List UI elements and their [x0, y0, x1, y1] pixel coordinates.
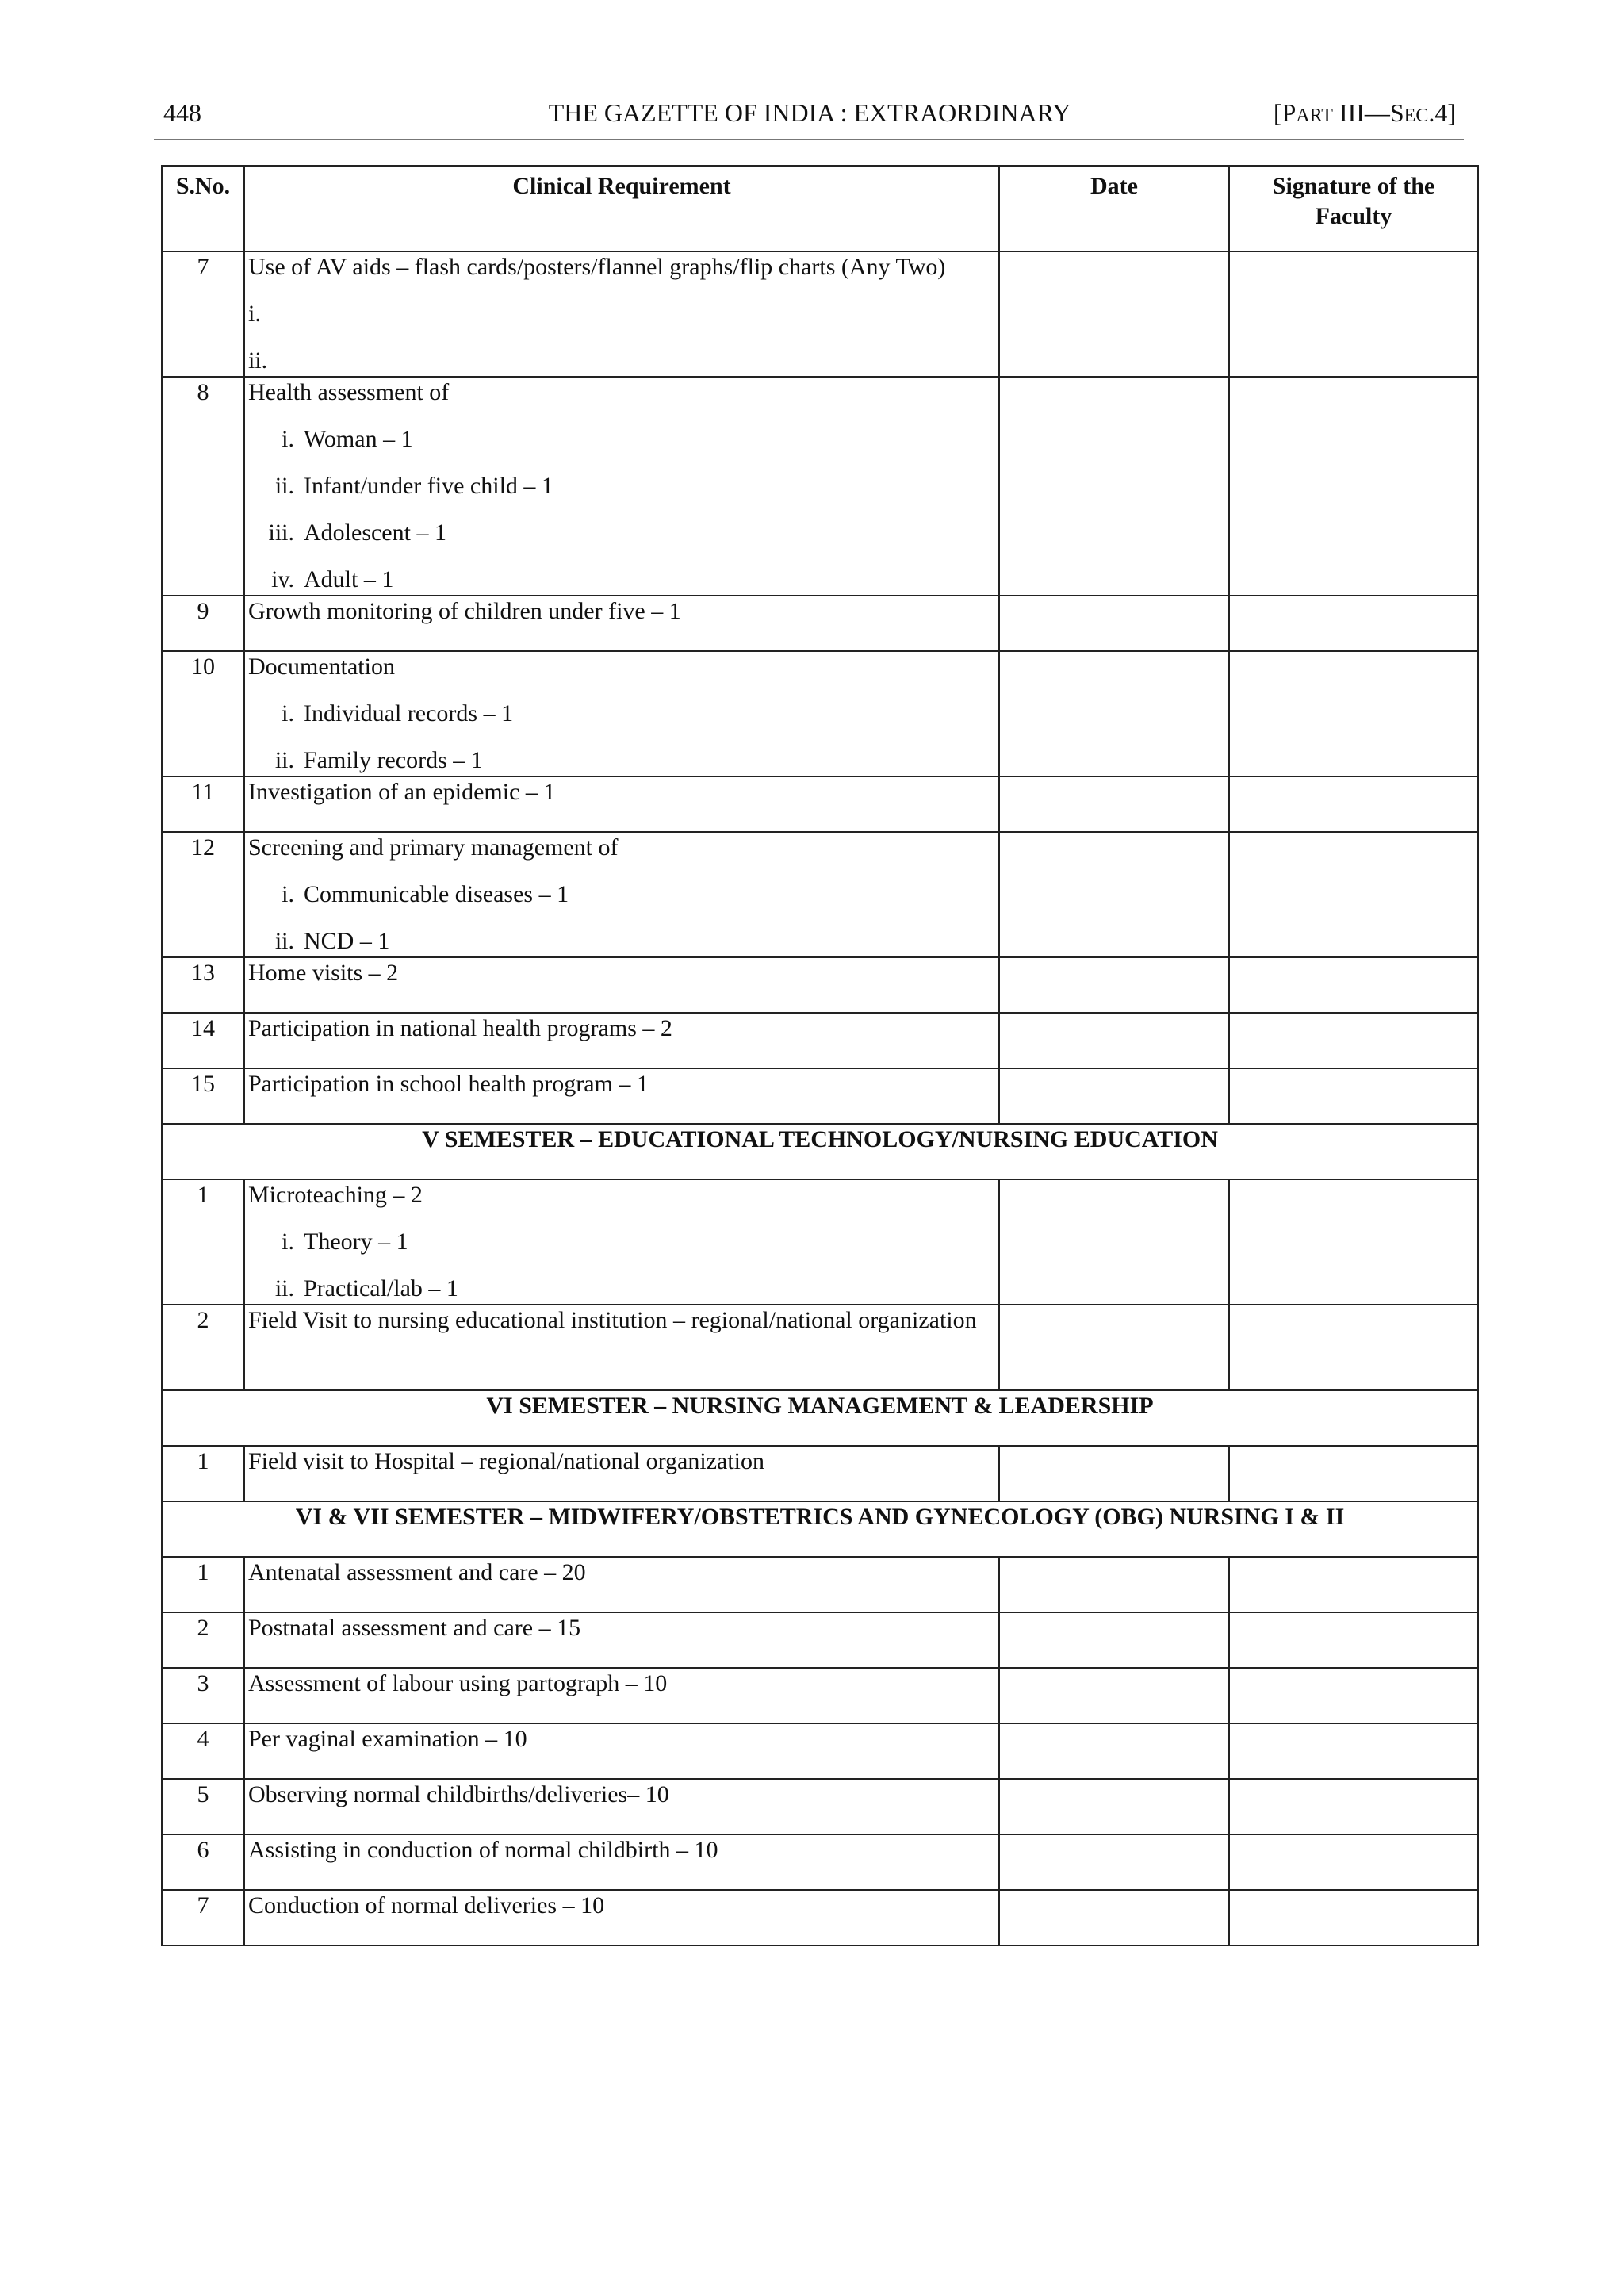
requirement-cell: [244, 651, 999, 776]
sub-item-number: ii.: [274, 1275, 294, 1301]
blank-entry-label: i.: [248, 301, 261, 327]
sub-item: [248, 699, 995, 729]
date-cell[interactable]: [999, 1557, 1229, 1612]
part-section-label: [PART III—SEC.4]: [1273, 98, 1456, 127]
requirement-cell: [244, 1723, 999, 1779]
date-cell[interactable]: [999, 1013, 1229, 1068]
requirement-text: Home visits – 2: [248, 960, 399, 986]
column-header-date: Date: [999, 166, 1229, 251]
header-rule-top: [154, 139, 1464, 140]
gazette-title: THE GAZETTE OF INDIA : EXTRAORDINARY: [548, 98, 1071, 127]
faculty-signature-cell[interactable]: [1229, 1068, 1478, 1124]
sub-item-text: Family records – 1: [304, 747, 483, 773]
table-row: [162, 1834, 1478, 1890]
requirement-text: Participation in national health programs – 2: [248, 1015, 672, 1041]
date-cell[interactable]: [999, 1890, 1229, 1945]
faculty-signature-cell[interactable]: [1229, 1013, 1478, 1068]
requirement-cell: [244, 377, 999, 596]
serial-number-cell: 1: [162, 1446, 244, 1501]
sub-item: [248, 471, 995, 501]
section-heading: V SEMESTER – EDUCATIONAL TECHNOLOGY/NURSING EDUCATION: [162, 1124, 1478, 1179]
requirement-text: Documentation: [248, 654, 395, 680]
serial-number-cell: 2: [162, 1305, 244, 1390]
date-cell[interactable]: [999, 251, 1229, 377]
table-header-row: [162, 166, 1478, 251]
section-row: [162, 1390, 1478, 1446]
date-cell[interactable]: [999, 1723, 1229, 1779]
faculty-signature-cell[interactable]: [1229, 596, 1478, 651]
table-row: [162, 1446, 1478, 1501]
sub-item: [248, 565, 995, 595]
date-cell[interactable]: [999, 596, 1229, 651]
table-row: [162, 251, 1478, 377]
table-row: [162, 1557, 1478, 1612]
sub-item-number: iii.: [268, 519, 294, 546]
sub-item: [248, 1274, 995, 1304]
date-cell[interactable]: [999, 1612, 1229, 1668]
section-heading: VI SEMESTER – NURSING MANAGEMENT & LEADERSHIP: [162, 1390, 1478, 1446]
serial-number-cell: 5: [162, 1779, 244, 1834]
sub-item: [248, 518, 995, 548]
date-cell[interactable]: [999, 1668, 1229, 1723]
requirement-text: Use of AV aids – flash cards/posters/flannel graphs/flip charts (Any Two): [248, 254, 946, 280]
date-cell[interactable]: [999, 1179, 1229, 1305]
table-row: [162, 377, 1478, 596]
sub-item: [248, 424, 995, 454]
sub-item: [248, 880, 995, 910]
serial-number-cell: 15: [162, 1068, 244, 1124]
table-row: [162, 1723, 1478, 1779]
requirement-cell: [244, 251, 999, 377]
table-row: [162, 1068, 1478, 1124]
table-row: [162, 832, 1478, 957]
requirement-cell: [244, 957, 999, 1013]
sub-item-number: ii.: [274, 473, 294, 499]
requirement-cell: [244, 1013, 999, 1068]
requirement-cell: [244, 1779, 999, 1834]
date-cell[interactable]: [999, 377, 1229, 596]
faculty-signature-cell[interactable]: [1229, 1779, 1478, 1834]
requirement-cell: [244, 1890, 999, 1945]
faculty-signature-cell[interactable]: [1229, 776, 1478, 832]
requirement-text: Investigation of an epidemic – 1: [248, 779, 556, 805]
date-cell[interactable]: [999, 1068, 1229, 1124]
column-header-signature: Signature of the Faculty: [1229, 166, 1478, 251]
sub-item-text: Woman – 1: [304, 426, 413, 452]
table-row: [162, 776, 1478, 832]
requirement-cell: [244, 1068, 999, 1124]
table-row: [162, 1890, 1478, 1945]
sub-item-number: i.: [282, 700, 294, 726]
faculty-signature-cell[interactable]: [1229, 251, 1478, 377]
requirement-text: Microteaching – 2: [248, 1182, 423, 1208]
section-row: [162, 1124, 1478, 1179]
faculty-signature-cell[interactable]: [1229, 1668, 1478, 1723]
sub-item-text: Adult – 1: [304, 566, 394, 592]
sub-item-text: Adolescent – 1: [304, 519, 446, 546]
column-header-clinical-requirement: Clinical Requirement: [244, 166, 999, 251]
sub-item-number: i.: [282, 1228, 294, 1255]
requirement-text: Screening and primary management of: [248, 834, 619, 861]
faculty-signature-cell[interactable]: [1229, 1890, 1478, 1945]
table-row: [162, 1305, 1478, 1390]
sub-item-number: i.: [282, 881, 294, 907]
serial-number-cell: 9: [162, 596, 244, 651]
serial-number-cell: 1: [162, 1557, 244, 1612]
requirement-text: Field visit to Hospital – regional/national organization: [248, 1448, 765, 1474]
faculty-signature-cell[interactable]: [1229, 1446, 1478, 1501]
faculty-signature-cell[interactable]: [1229, 1723, 1478, 1779]
requirement-text: Postnatal assessment and care – 15: [248, 1615, 581, 1641]
serial-number-cell: 10: [162, 651, 244, 776]
requirement-text: Growth monitoring of children under five – 1: [248, 598, 681, 624]
page-number: 448: [163, 98, 201, 127]
date-cell[interactable]: [999, 1834, 1229, 1890]
sub-item-text: Individual records – 1: [304, 700, 514, 726]
requirement-text: Conduction of normal deliveries – 10: [248, 1892, 605, 1918]
serial-number-cell: 4: [162, 1723, 244, 1779]
requirement-text: Per vaginal examination – 10: [248, 1726, 527, 1752]
faculty-signature-cell[interactable]: [1229, 1305, 1478, 1390]
sub-item-number: i.: [282, 426, 294, 452]
date-cell[interactable]: [999, 1779, 1229, 1834]
faculty-signature-cell[interactable]: [1229, 1612, 1478, 1668]
requirement-text: Field Visit to nursing educational institution – regional/national organization: [248, 1307, 977, 1333]
serial-number-cell: 13: [162, 957, 244, 1013]
faculty-signature-cell[interactable]: [1229, 377, 1478, 596]
requirement-cell: [244, 1179, 999, 1305]
table-row: [162, 596, 1478, 651]
requirement-cell: [244, 1834, 999, 1890]
serial-number-cell: 1: [162, 1179, 244, 1305]
serial-number-cell: 6: [162, 1834, 244, 1890]
table-row: [162, 957, 1478, 1013]
serial-number-cell: 3: [162, 1668, 244, 1723]
requirement-text: Assisting in conduction of normal childbirth – 10: [248, 1837, 718, 1863]
faculty-signature-cell[interactable]: [1229, 1179, 1478, 1305]
requirement-cell: [244, 1612, 999, 1668]
table-row: [162, 1612, 1478, 1668]
sub-item-number: ii.: [274, 928, 294, 954]
section-row: [162, 1501, 1478, 1557]
faculty-signature-cell[interactable]: [1229, 957, 1478, 1013]
faculty-signature-cell[interactable]: [1229, 651, 1478, 776]
date-cell[interactable]: [999, 776, 1229, 832]
sub-item-text: Theory – 1: [304, 1228, 408, 1255]
sub-item-number: ii.: [274, 747, 294, 773]
requirement-cell: [244, 1446, 999, 1501]
serial-number-cell: 8: [162, 377, 244, 596]
table-row: [162, 1668, 1478, 1723]
faculty-signature-cell[interactable]: [1229, 832, 1478, 957]
table-row: [162, 1179, 1478, 1305]
requirement-cell: [244, 1668, 999, 1723]
faculty-signature-cell[interactable]: [1229, 1557, 1478, 1612]
requirement-text: Participation in school health program – 1: [248, 1071, 649, 1097]
date-cell[interactable]: [999, 1446, 1229, 1501]
table-row: [162, 651, 1478, 776]
serial-number-cell: 2: [162, 1612, 244, 1668]
section-heading: VI & VII SEMESTER – MIDWIFERY/OBSTETRICS AND GYNECOLOGY (OBG) NURSING I & II: [162, 1501, 1478, 1557]
sub-item-text: Communicable diseases – 1: [304, 881, 569, 907]
requirement-cell: [244, 832, 999, 957]
requirement-cell: [244, 776, 999, 832]
sub-item-text: NCD – 1: [304, 928, 390, 954]
date-cell[interactable]: [999, 957, 1229, 1013]
serial-number-cell: 11: [162, 776, 244, 832]
sub-item: [248, 746, 995, 776]
date-cell[interactable]: [999, 832, 1229, 957]
sub-item-text: Practical/lab – 1: [304, 1275, 458, 1301]
table-row: [162, 1013, 1478, 1068]
faculty-signature-cell[interactable]: [1229, 1834, 1478, 1890]
column-header-sno: S.No.: [162, 166, 244, 251]
requirement-cell: [244, 1305, 999, 1390]
date-cell[interactable]: [999, 1305, 1229, 1390]
sub-item: [248, 926, 995, 956]
serial-number-cell: 14: [162, 1013, 244, 1068]
clinical-requirements-table: [161, 165, 1479, 1946]
blank-entry-label: ii.: [248, 347, 268, 374]
sub-item-number: iv.: [271, 566, 294, 592]
page-header: [163, 98, 1456, 136]
serial-number-cell: 7: [162, 251, 244, 377]
requirement-text: Health assessment of: [248, 379, 450, 405]
serial-number-cell: 12: [162, 832, 244, 957]
requirement-text: Observing normal childbirths/deliveries– 10: [248, 1781, 669, 1807]
requirement-text: Antenatal assessment and care – 20: [248, 1559, 586, 1585]
sub-item-text: Infant/under five child – 1: [304, 473, 553, 499]
requirement-cell: [244, 1557, 999, 1612]
serial-number-cell: 7: [162, 1890, 244, 1945]
requirement-text: Assessment of labour using partograph – 10: [248, 1670, 668, 1696]
sub-item: [248, 1227, 995, 1257]
requirement-cell: [244, 596, 999, 651]
table-row: [162, 1779, 1478, 1834]
date-cell[interactable]: [999, 651, 1229, 776]
table-body: [162, 251, 1478, 1945]
